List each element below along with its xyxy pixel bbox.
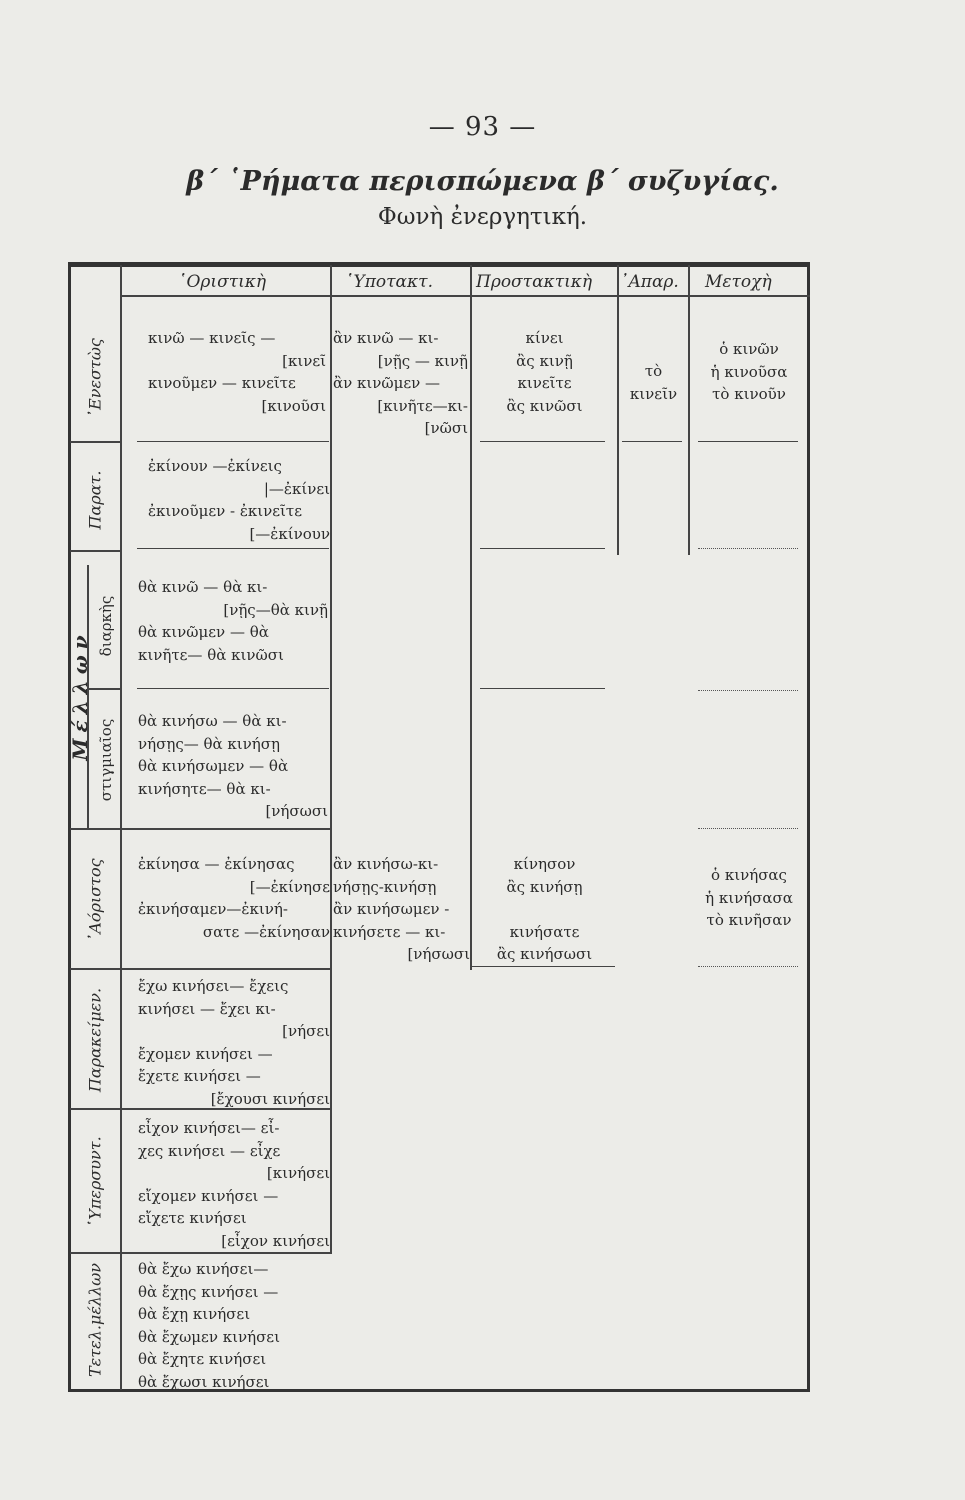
tense-diarkis: διαρκὴς [97,595,115,657]
mellon-stigmiaios-oristiki: θὰ κινήσω — θὰ κι- νήσῃς— θὰ κινήσῃ θὰ κινήσωμεν — θὰ κινήσητε— θὰ κι- [νήσωσι [138,712,328,820]
row-line [70,828,330,830]
row-dots [698,966,798,967]
header-aparemfato: ᾽Απαρ. [620,272,679,292]
aoristos-metochi: ὁ κινήσας ἡ κινήσασα τὸ κινῆσαν [705,866,793,929]
enestos-ypotakt: ἂν κινῶ — κι- [νῇς — κινῇ ἂν κινῶμεν — [κινῆτε—κι- [νῶσι [333,329,468,437]
mellon-diarkis-oristiki: θὰ κινῶ — θὰ κι- [νῇς—θὰ κινῇ θὰ κινῶμεν — θὰ κινῆτε— θὰ κινῶσι [138,578,328,664]
header-ypotakt: ῾Υποτακτ. [345,272,433,292]
header-divider [120,295,810,297]
row-line [70,968,330,970]
tense-stigmiaios: στιγμιαῖος [97,718,115,802]
row-line [70,1252,332,1254]
page-subtitle: Φωνὴ ἐνεργητική. [377,204,588,230]
paratatikos-oristiki: ἐκίνουν —ἐκίνεις |—ἐκίνει ἐκινοῦμεν - ἐκινεῖτε [—ἐκίνουν [148,457,330,543]
row-dots [698,548,798,549]
row-line [480,548,605,549]
row-line [480,441,605,442]
header-metochi: Μετοχὴ [705,272,772,292]
page-number: — 93 — [428,112,537,142]
row-line [137,441,329,442]
row-line [137,688,329,689]
aoristos-ypotakt: ἂν κινήσω-κι- νήσῃς-κινήσῃ ἂν κινήσωμεν - κινήσετε — κι- [νήσωσι [333,855,470,963]
row-line [87,688,122,690]
row-line [622,441,682,442]
header-prostaktiki: Προστακτικὴ [476,272,593,292]
row-line [470,966,615,967]
tense-parakeimenos: Παρακείμεν. [85,987,105,1093]
row-line [70,441,122,443]
aoristos-oristiki: ἐκίνησα — ἐκίνησας [—ἐκίνησε ἐκινήσαμεν—ἐκινή- σατε —ἐκίνησαν [138,855,330,941]
row-line [137,548,329,549]
col-line [688,265,690,555]
tense-mellon: Μέλλων [68,629,92,761]
header-oristiki: ῾Οριστικὴ [178,272,267,292]
page-title: β΄ ῾Ρήματα περισπώμενα β΄ συζυγίας. [186,166,779,197]
row-line [480,688,605,689]
tetelesmenos-oristiki: θὰ ἔχω κινήσει— θὰ ἔχῃς κινήσει — θὰ ἔχῃ κινήσει θὰ ἔχωμεν κινήσει θὰ ἔχητε κινήσει θὰ ἔχωσι κινήσει [138,1260,280,1391]
parakeimenos-oristiki: ἔχω κινήσει— ἔχεις κινήσει — ἔχει κι- [νήσει ἔχομεν κινήσει — ἔχετε κινήσει — [ἔχουσι κινήσει [138,977,330,1108]
col-line [330,970,332,1110]
row-dots [698,828,798,829]
col-line [617,265,619,555]
row-line [698,441,798,442]
tense-aoristos: ᾽Αόριστος [85,858,105,942]
enestos-metochi: ὁ κινῶν ἡ κινοῦσα τὸ κινοῦν [710,340,788,403]
enestos-oristiki: κινῶ — κινεῖς — [κινεῖ κινοῦμεν — κινεῖτε [κινοῦσι [148,329,326,415]
enestos-aparemfato: τὸ κινεῖν [629,362,678,403]
row-line [70,550,122,552]
ypersyntelikos-oristiki: εἶχον κινήσει— εἶ- χες κινήσει — εἶχε [κινήσει εἴχομεν κινήσει — εἴχετε κινήσει [εἶχον κινήσει [138,1119,330,1250]
tense-enestos: ᾽Ενεστὼς [85,338,105,418]
tense-ypersyntelikos: ῾Υπερσυντ. [85,1136,105,1228]
col-line [330,1110,332,1252]
row-dots [698,690,798,691]
enestos-prostaktiki: κίνει ἂς κινῇ κινεῖτε ἂς κινῶσι [506,329,583,415]
aoristos-prostaktiki: κίνησον ἂς κινήσῃ κινήσατε ἂς κινήσωσι [496,855,593,963]
tense-paratatikos: Παρατ. [85,470,105,530]
col-line [330,265,332,970]
tense-tetelesmenos: Τετελ.μέλλων [85,1263,105,1377]
